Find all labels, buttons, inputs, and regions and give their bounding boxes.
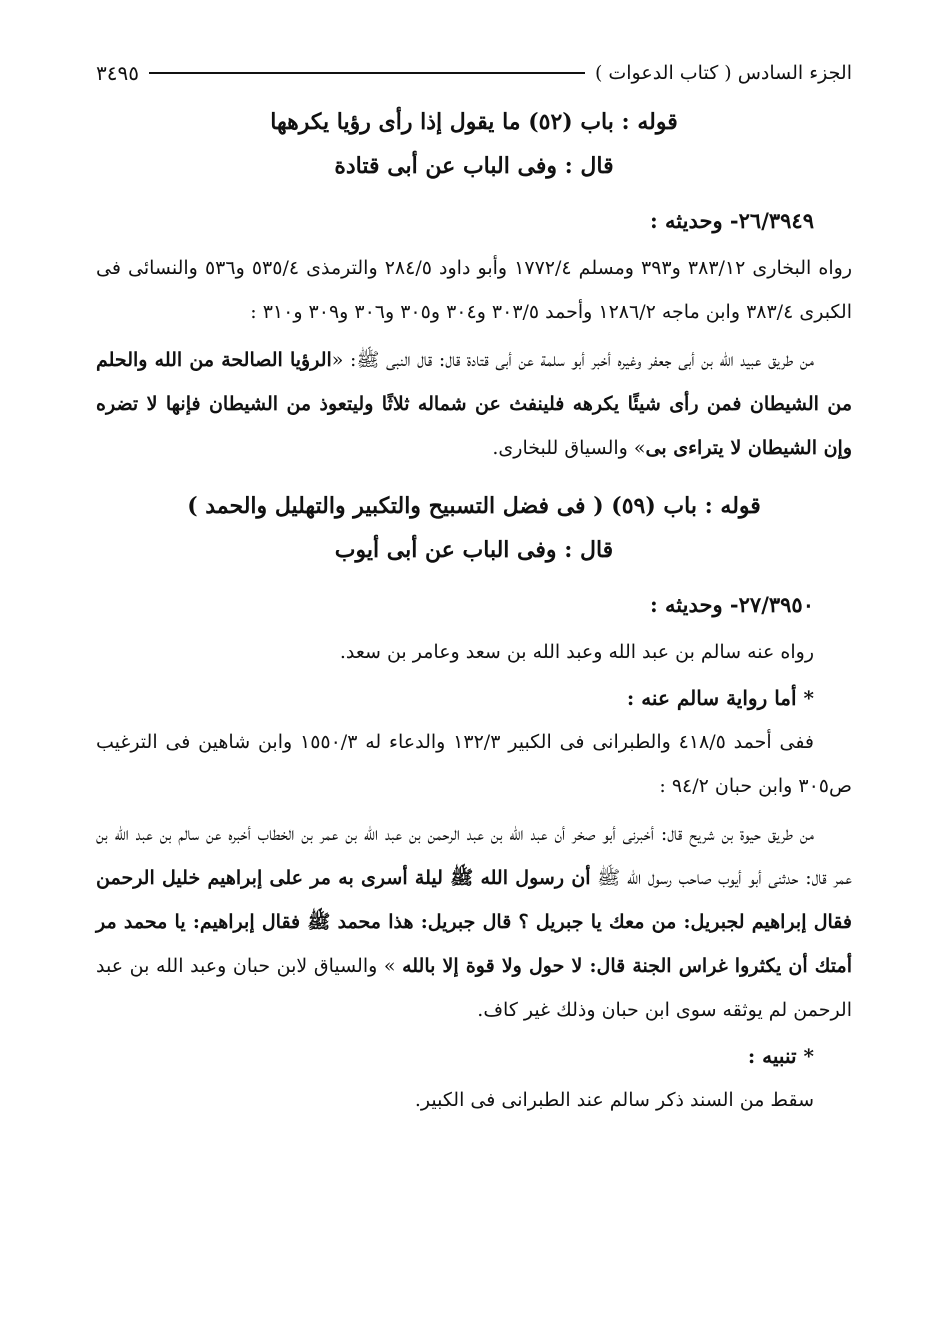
page-number: ٣٤٩٥ (96, 61, 139, 85)
running-header-title: الجزء السادس ( كتاب الدعوات ) (594, 62, 852, 84)
chain-end: » والسياق لابن حبان وعبد الله بن عبد الرحمن لم يوثقه سوى ابن حبان وذلك غير كاف. (96, 955, 852, 1021)
sources-paragraph: ففى أحمد ٤١٨/٥ والطبرانى فى الكبير ١٣٢/٣ والدعاء له ١٥٥٠/٣ وابن شاهين فى الترغيب ص٣٠٥ وابن حبان ٩٤/٢ : (96, 731, 852, 797)
note-label: * تنبيه : (747, 1044, 814, 1068)
hadith-matn: أن رسول الله ﷺ ليلة أسرى به مر على إبراهيم خليل الرحمن فقال إبراهيم لجبريل: من معك يا جبريل ؟ قال جبريل: هذا محمد ﷺ فقال إبراهيم: يا محمد مر أمتك أن يكثروا غراس الجنة قال: لا حول ولا قوة إلا بالله (96, 867, 852, 977)
chapter-subheading: قال : وفى الباب عن أبى أيوب (334, 537, 614, 563)
chapter-heading: قوله : باب (٥٢) ما يقول إذا رأى رؤيا يكرهها (270, 109, 678, 135)
hadith-text-paragraph (96, 812, 852, 1032)
hadith-number: ٢٦/٣٩٤٩- وحديثه : (649, 208, 814, 233)
chain-end: » والسياق للبخارى. (492, 437, 646, 459)
hadith-text-paragraph (96, 338, 852, 470)
chain-intro: من طريق عبيد الله بن أبى جعفر وغيره أخبر أبو سلمة عن أبى قتادة قال: قال النبى ﷺ: « (331, 349, 815, 371)
sources-paragraph: رواه البخارى ٣٨٣/١٢ و٣٩٣ ومسلم ١٧٧٢/٤ وأبو داود ٢٨٤/٥ والترمذى ٥٣٥/٤ و٥٣٦ والنسائى فى الكبرى ٣٨٣/٤ وابن ماجه ١٢٨٦/٢ وأحمد ٣٠٣/٥ و٣٠٤ و٣٠٥ و٣٠٦ و٣٠٩ و٣١٠ : (96, 257, 853, 323)
running-header (96, 56, 852, 90)
note-text: سقط من السند ذكر سالم عند الطبرانى فى الكبير. (414, 1089, 814, 1111)
chapter-subheading: قال : وفى الباب عن أبى قتادة (334, 153, 614, 179)
subsection-heading: * أما رواية سالم عنه : (626, 686, 814, 710)
hadith-number: ٢٧/٣٩٥٠- وحديثه : (649, 592, 814, 617)
narrators-paragraph: رواه عنه سالم بن عبد الله وعبد الله بن سعد وعامر بن سعد. (339, 641, 814, 663)
hadith-matn: الرؤيا الصالحة من الله والحلم من الشيطان فمن رأى شيئًا يكرهه فلينفث عن شماله ثلاثًا وليتعوذ من الشيطان فإنها لا تضره وإن الشيطان لا يتراءى بى (96, 349, 852, 459)
chain-intro: من طريق حيوة بن شريح قال: أخبرنى أبو صخر أن عبد الله بن عبد الرحمن بن عبد الله بن عمر بن الخطاب أخبره عن سالم بن عبد الله بن عمر قال: حدثنى أبو أيوب صاحب رسول الله ﷺ (96, 823, 852, 889)
chapter-heading: قوله : باب (٥٩) ( فى فضل التسبيح والتكبير والتهليل والحمد ) (187, 493, 761, 519)
header-rule (149, 72, 585, 74)
document-page (96, 56, 852, 1321)
